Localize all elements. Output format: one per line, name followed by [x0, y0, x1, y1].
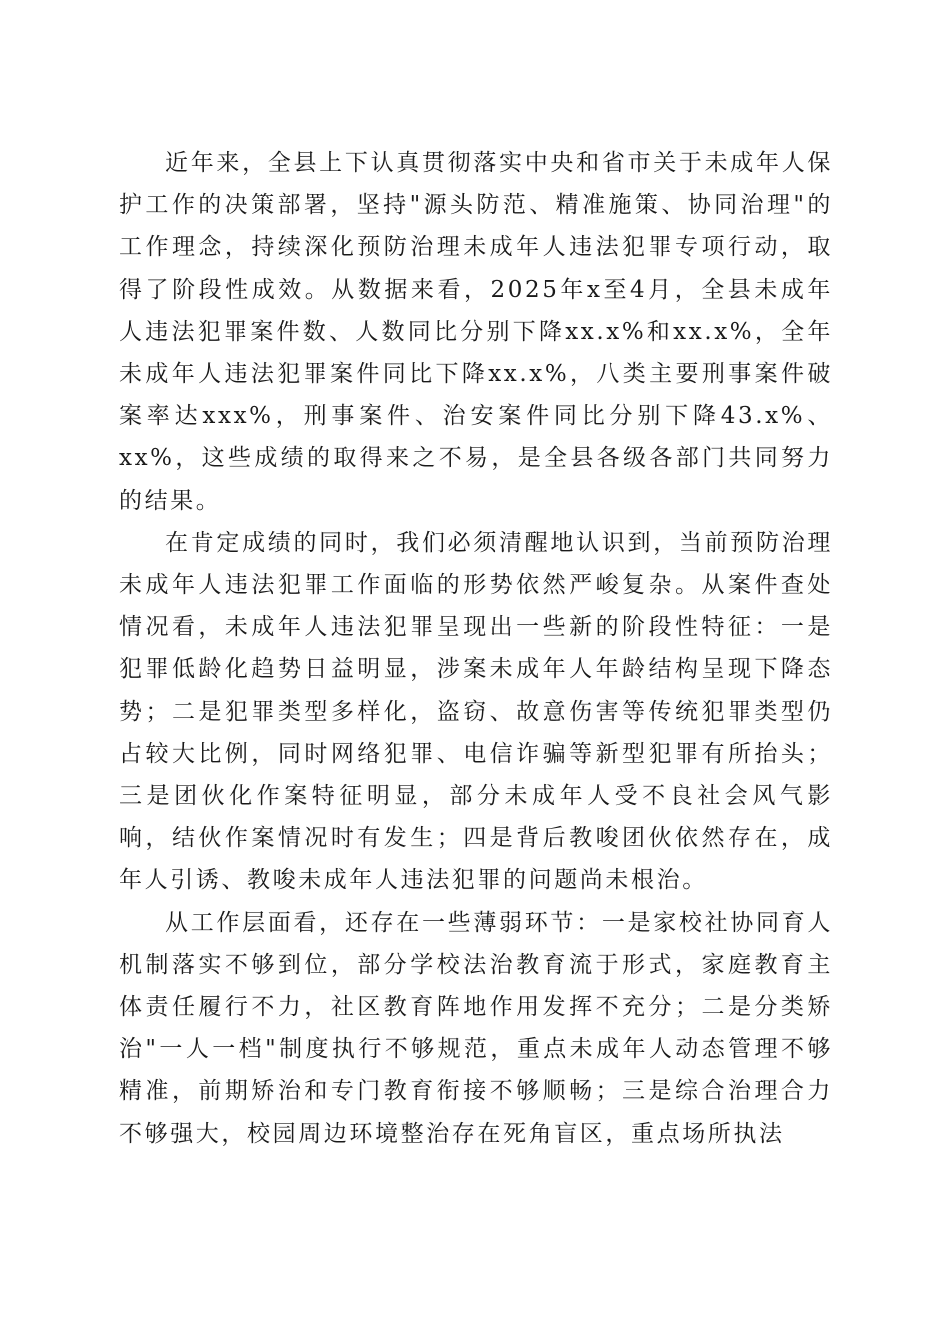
paragraph-1: 近年来，全县上下认真贯彻落实中央和省市关于未成年人保护工作的决策部署，坚持"源头防范、精准施策、协同治理"的工作理念，持续深化预防治理未成年人违法犯罪专项行动，取得了阶段性成效。从数据来看，2025年x至4月，全县未成年人违法犯罪案件数、人数同比分别下降xx.x%和xx.x%，全年未成年人违法犯罪案件同比下降xx.x%，八类主要刑事案件破案率达xxx%，刑事案件、治安案件同比分别下降43.x%、xx%，这些成绩的取得来之不易，是全县各级各部门共同努力的结果。	[119, 150, 833, 514]
paragraph-3: 从工作层面看，还存在一些薄弱环节：一是家校社协同育人机制落实不够到位，部分学校法治教育流于形式，家庭教育主体责任履行不力，社区教育阵地作用发挥不充分；二是分类矫治"一人一档"制度执行不够规范，重点未成年人动态管理不够精准，前期矫治和专门教育衔接不够顺畅；三是综合治理合力不够强大，校园周边环境整治存在死角盲区，重点场所执法	[119, 909, 833, 1147]
paragraph-2: 在肯定成绩的同时，我们必须清醒地认识到，当前预防治理未成年人违法犯罪工作面临的形势依然严峻复杂。从案件查处情况看，未成年人违法犯罪呈现出一些新的阶段性特征：一是犯罪低龄化趋势日益明显，涉案未成年人年龄结构呈现下降态势；二是犯罪类型多样化，盗窃、故意伤害等传统犯罪类型仍占较大比例，同时网络犯罪、电信诈骗等新型犯罪有所抬头；三是团伙化作案特征明显，部分未成年人受不良社会风气影响，结伙作案情况时有发生；四是背后教唆团伙依然存在，成年人引诱、教唆未成年人违法犯罪的问题尚未根治。	[119, 529, 833, 894]
body-text	[119, 142, 833, 1155]
